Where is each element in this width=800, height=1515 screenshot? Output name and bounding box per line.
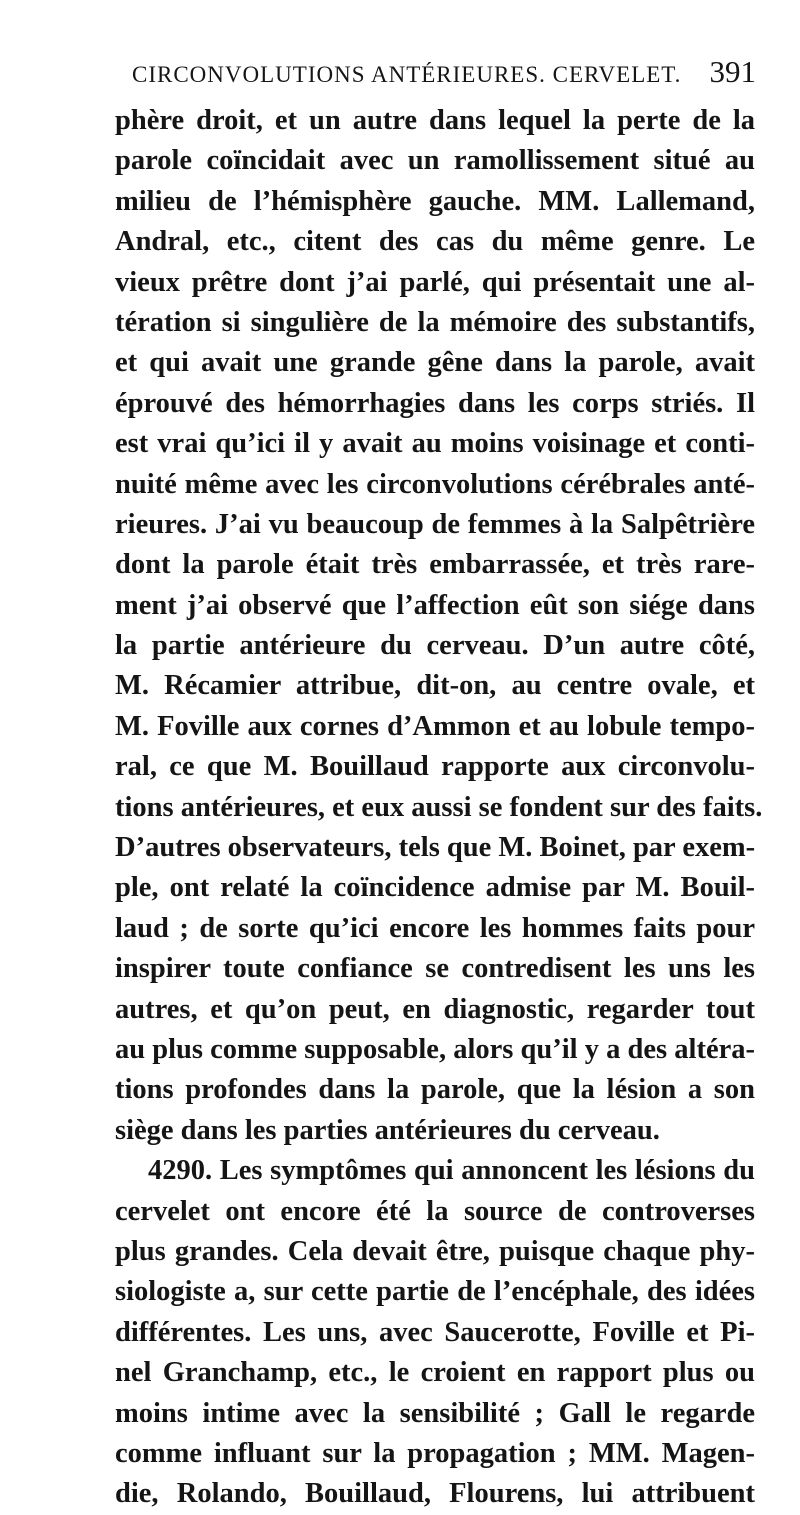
body-text: [115, 101, 763, 1515]
text-line: la partie antérieure du cerveau. D’un autre côté,: [115, 630, 755, 662]
text-line: autres, et qu’on peut, en diagnostic, regarder tout: [115, 993, 755, 1025]
text-line: ment j’ai observé que l’affection eût son siége dans: [115, 589, 755, 621]
text-line: parole coïncidait avec un ramollissement situé au: [115, 145, 755, 177]
page-number: 391: [709, 54, 756, 89]
text-line: siologiste a, sur cette partie de l’encéphale, des idées: [115, 1276, 755, 1308]
text-line: cervelet ont encore été la source de controverses: [115, 1195, 755, 1227]
text-line: est vrai qu’ici il y avait au moins voisinage et conti-: [115, 428, 755, 460]
text-line: différentes. Les uns, avec Saucerotte, Foville et Pi-: [115, 1316, 755, 1348]
text-line: phère droit, et un autre dans lequel la perte de la: [115, 105, 755, 136]
paragraph-start-line: 4290. Les symptômes qui annoncent les lésions du: [148, 1155, 755, 1187]
text-line: nuité même avec les circonvolutions cérébrales anté-: [115, 468, 755, 500]
text-line: plus grandes. Cela devait être, puisque chaque phy-: [115, 1235, 755, 1267]
text-line: die, Rolando, Bouillaud, Flourens, lui attribuent: [115, 1478, 755, 1510]
text-line: moins intime avec la sensibilité ; Gall le regarde: [115, 1397, 755, 1429]
text-line: milieu de l’hémisphère gauche. MM. Lallemand,: [115, 185, 755, 217]
text-line: laud ; de sorte qu’ici encore les hommes faits pour: [115, 912, 755, 944]
text-line: Andral, etc., citent des cas du même genre. Le: [115, 226, 755, 258]
text-line: tération si singulière de la mémoire des substantifs,: [115, 306, 755, 338]
text-line: dont la parole était très embarrassée, et très rare-: [115, 549, 755, 581]
text-line: M. Foville aux cornes d’Ammon et au lobule tempo-: [115, 710, 755, 742]
running-head: [116, 56, 756, 96]
text-line: au plus comme supposable, alors qu’il y a des altéra-: [115, 1033, 755, 1065]
text-line: siège dans les parties antérieures du cerveau.: [115, 1114, 660, 1146]
text-line: nel Granchamp, etc., le croient en rapport plus ou: [115, 1357, 755, 1389]
text-line: tions profondes dans la parole, que la lésion a son: [115, 1074, 755, 1106]
text-line: et qui avait une grande gêne dans la parole, avait: [115, 347, 755, 379]
text-line: D’autres observateurs, tels que M. Boinet, par exem-: [115, 832, 756, 864]
text-line: éprouvé des hémorrhagies dans les corps striés. Il: [115, 387, 755, 419]
text-line: comme influant sur la propagation ; MM. Magen-: [115, 1437, 755, 1469]
text-line: M. Récamier attribue, dit-on, au centre ovale, et: [115, 670, 755, 702]
text-line: vieux prêtre dont j’ai parlé, qui présentait une al-: [115, 266, 755, 298]
text-line: tions antérieures, et eux aussi se fondent sur des faits.: [115, 791, 763, 823]
text-line: ple, ont relaté la coïncidence admise par M. Bouil-: [115, 872, 755, 904]
running-title: CIRCONVOLUTIONS ANTÉRIEURES. CERVELET.: [132, 62, 682, 87]
text-line: rieures. J’ai vu beaucoup de femmes à la Salpêtrière: [115, 508, 755, 540]
text-line: ral, ce que M. Bouillaud rapporte aux circonvolu-: [115, 751, 755, 783]
text-line: inspirer toute confiance se contredisent les uns les: [115, 953, 755, 985]
